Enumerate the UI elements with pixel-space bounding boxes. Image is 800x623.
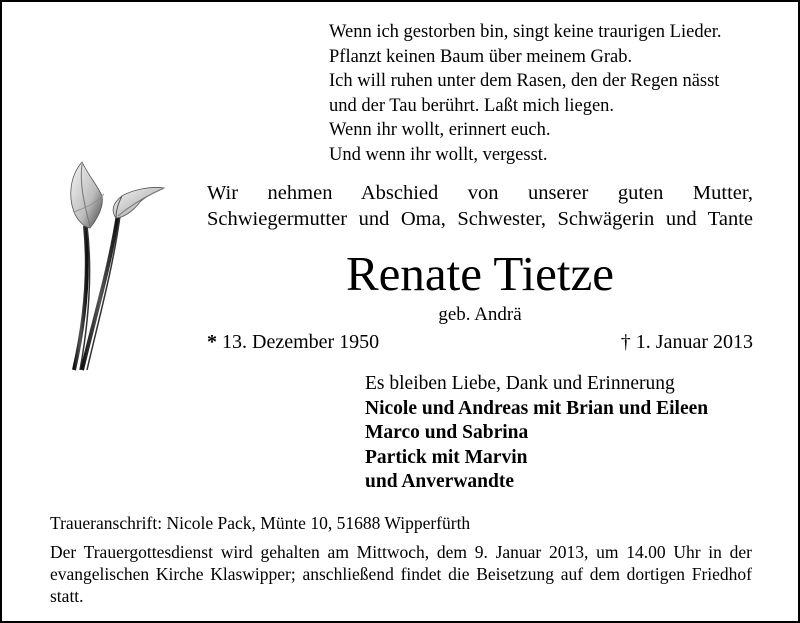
birth-date (207, 329, 379, 355)
family-member: Nicole und Andreas mit Brian und Eileen (365, 397, 709, 419)
farewell-intro (207, 180, 753, 232)
death-date: † 1. Januar 2013 (620, 331, 753, 353)
birth-symbol: * (207, 331, 217, 353)
family-member: Partick mit Marvin (365, 446, 528, 468)
family-member: und Anverwandte (365, 471, 514, 492)
maiden-name: geb. Andrä (438, 304, 522, 325)
intro-line: Wir nehmen Abschied von unserer guten Mutter, (207, 182, 753, 204)
family-member: Marco und Sabrina (365, 422, 529, 443)
deceased-name: Renate Tietze (345, 246, 615, 301)
birth-date-text: 13. Dezember 1950 (217, 331, 380, 353)
calla-lily-icon (60, 156, 180, 372)
family-lead: Es bleiben Liebe, Dank und Erinnerung (365, 373, 675, 394)
poem-line: Ich will ruhen unter dem Rasen, den der Regen nässt (329, 71, 720, 91)
poem-line: Pflanzt keinen Baum über meinem Grab. (329, 46, 633, 67)
poem-line: Wenn ich gestorben bin, singt keine traurigen Lieder. (329, 22, 722, 42)
mourning-address: Traueranschrift: Nicole Pack, Münte 10, 51688 Wipperfürth (50, 513, 471, 533)
poem-line: Wenn ihr wollt, erinnert euch. (329, 120, 551, 140)
poem-line: und der Tau berührt. Laßt mich liegen. (329, 95, 615, 116)
poem (329, 20, 769, 167)
family-block (365, 372, 785, 495)
poem-line: Und wenn ihr wollt, vergesst. (329, 144, 548, 165)
service-info: Der Trauergottesdienst wird gehalten am Mittwoch, dem 9. Januar 2013, um 14.00 Uhr in der evangelischen Kirche Klaswipper; anschließend findet die Beisetzung auf dem dortigen Friedhof statt. (50, 542, 752, 606)
intro-line: Schwiegermutter und Oma, Schwester, Schwägerin und Tante (207, 208, 753, 230)
